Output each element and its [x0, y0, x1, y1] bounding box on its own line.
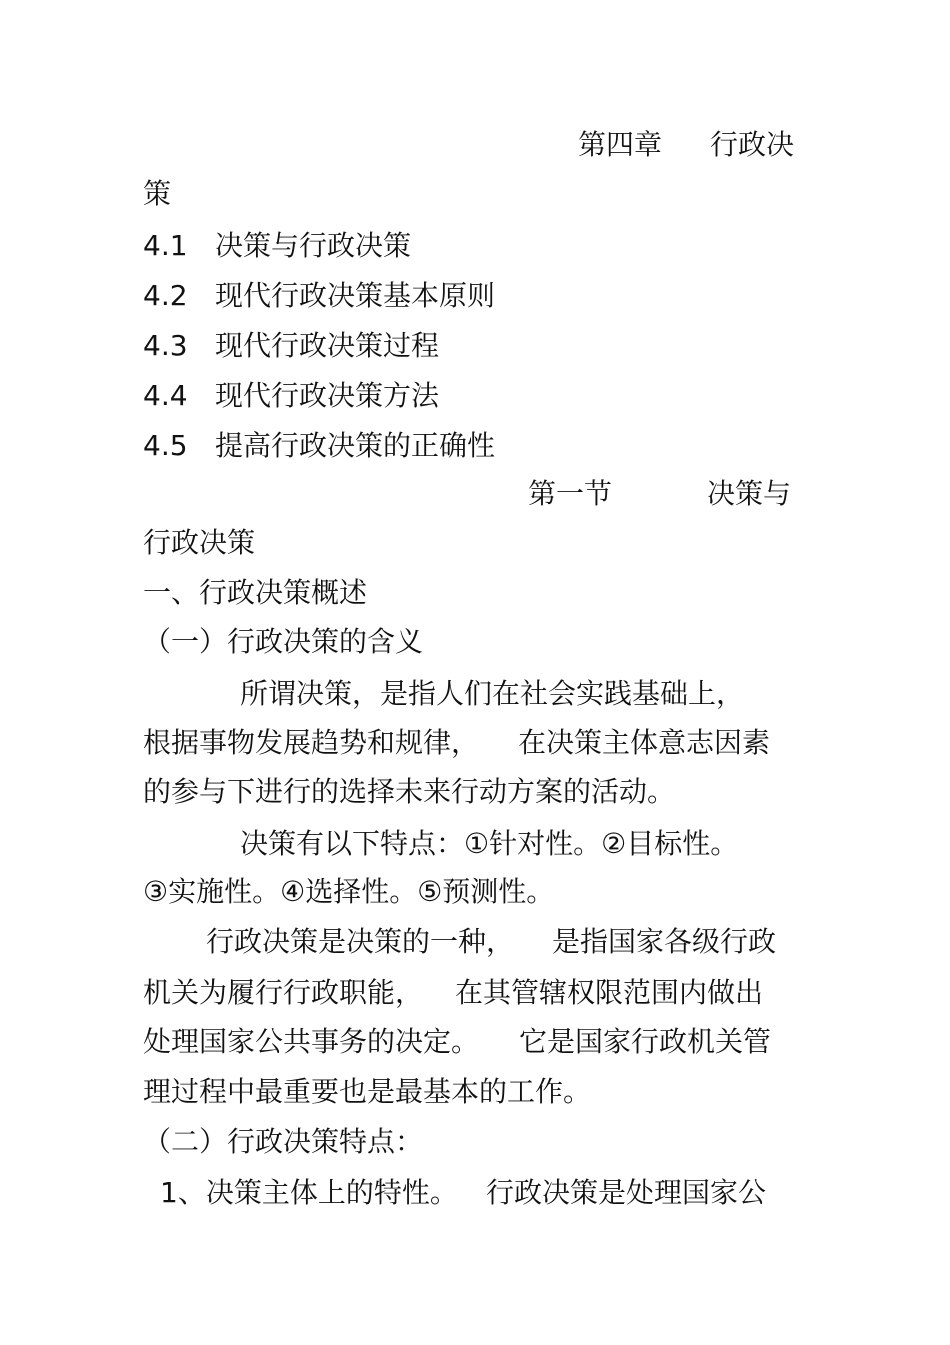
paragraph-line: 它是国家行政机关管: [519, 1025, 772, 1058]
toc-item-number: 4.5: [143, 429, 188, 462]
toc-item-number: 4.1: [143, 229, 188, 262]
toc-item: [143, 278, 495, 314]
toc-item-number: 4.3: [143, 329, 188, 362]
paragraph-line: 行政决策是决策的一种，: [206, 925, 515, 958]
toc-item-text: 现代行政决策过程: [215, 329, 440, 362]
paragraph-line: 理过程中最重要也是最基本的工作。: [143, 1075, 592, 1108]
toc-item: [143, 228, 411, 264]
chapter-title-text-wrap: 策: [143, 177, 172, 210]
paragraph-line: 决策有以下特点：①针对性。②目标性。: [240, 827, 739, 860]
section-title-text: 决策与: [707, 477, 792, 510]
toc-item-text: 现代行政决策基本原则: [215, 279, 496, 312]
subheading: （一）行政决策的含义: [143, 625, 424, 658]
toc-item-number: 4.4: [143, 379, 188, 412]
paragraph-line: 在决策主体意志因素: [518, 726, 771, 759]
toc-item-text: 决策与行政决策: [215, 229, 412, 262]
paragraph-line: ③实施性。④选择性。⑤预测性。: [143, 875, 555, 908]
chapter-title-number: 第四章: [578, 128, 663, 161]
toc-item: [143, 328, 439, 364]
paragraph-line: 的参与下进行的选择未来行动方案的活动。: [143, 775, 676, 808]
paragraph-line: 行政决策是处理国家公: [486, 1176, 767, 1209]
subheading: （二）行政决策特点：: [143, 1125, 424, 1158]
toc-item-text: 现代行政决策方法: [215, 379, 440, 412]
section-title-text-wrap: 行政决策: [143, 526, 256, 559]
paragraph-line: 所谓决策，是指人们在社会实践基础上，: [240, 677, 745, 710]
toc-item-number: 4.2: [143, 279, 188, 312]
toc-item-text: 提高行政决策的正确性: [215, 429, 496, 462]
paragraph-line: 在其管辖权限范围内做出: [455, 976, 764, 1009]
heading: 一、行政决策概述: [143, 576, 368, 609]
toc-item: [143, 378, 439, 414]
toc-item: [143, 428, 495, 464]
paragraph-line: 处理国家公共事务的决定。: [143, 1025, 480, 1058]
paragraph-line: 1、决策主体上的特性。: [160, 1176, 458, 1209]
paragraph-line: 机关为履行行政职能，: [143, 976, 424, 1009]
section-title-number: 第一节: [528, 477, 613, 510]
chapter-title-text: 行政决: [710, 128, 795, 161]
paragraph-line: 根据事物发展趋势和规律，: [143, 726, 480, 759]
paragraph-line: 是指国家各级行政: [552, 925, 777, 958]
